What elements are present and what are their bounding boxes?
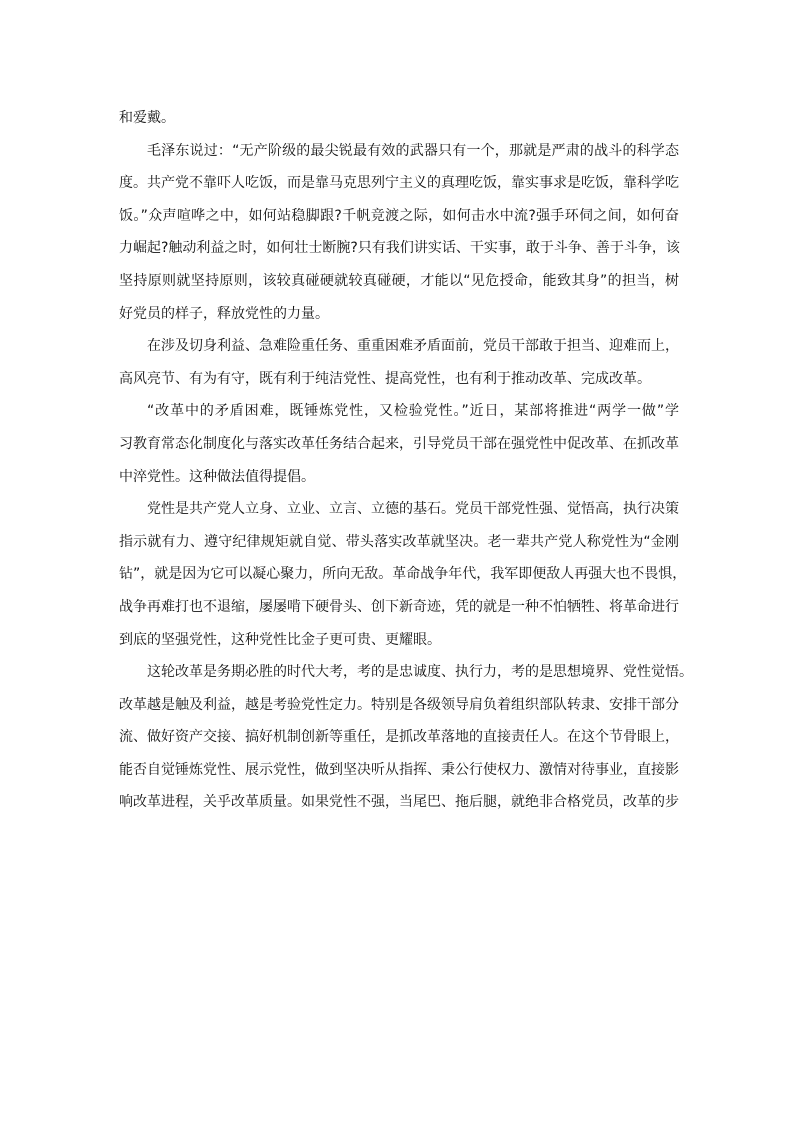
text-line: 习教育常态化制度化与落实改革任务结合起来，引导党员干部在强党性中促改革、在抓改革 <box>119 435 679 452</box>
text-line: 指示就有力、遵守纪律规矩就自觉、带头落实改革就坚决。老一辈共产党人称党性为“金刚 <box>119 533 679 550</box>
text-line: 好党员的样子，释放党性的力量。 <box>119 305 329 322</box>
text-line: 改革越是触及利益，越是考验党性定力。特别是各级领导肩负着组织部队转隶、安排干部分 <box>119 696 679 713</box>
text-line: 饭。”众声喧哗之中，如何站稳脚跟?千帆竞渡之际，如何击水中流?强手环伺之间，如何奋 <box>119 207 679 224</box>
text-line: 战争再难打也不退缩，屡屡啃下硬骨头、创下新奇迹，凭的就是一种不怕牺牲、将革命进行 <box>119 598 679 615</box>
text-line: 坚持原则就坚持原则，该较真碰硬就较真碰硬，才能以“见危授命，能致其身”的担当，树 <box>119 272 679 289</box>
text-line: 流、做好资产交接、搞好机制创新等重任，是抓改革落地的直接责任人。在这个节骨眼上， <box>119 729 679 746</box>
text-line: 毛泽东说过：“无产阶级的最尖锐最有效的武器只有一个，那就是严肃的战斗的科学态 <box>147 142 679 159</box>
text-line: 中淬党性。这种做法值得提倡。 <box>119 468 315 485</box>
document-body <box>119 102 693 819</box>
text-line: 党性是共产党人立身、立业、立言、立德的基石。党员干部党性强、觉悟高，执行决策 <box>147 501 679 518</box>
text-line: 到底的坚强党性，这种党性比金子更可贵、更耀眼。 <box>119 631 441 648</box>
text-line: 和爱戴。 <box>119 110 175 126</box>
text-line: 度。共产党不靠吓人吃饭，而是靠马克思列宁主义的真理吃饭，靠实事求是吃饭，靠科学吃 <box>119 175 679 192</box>
text-line: “改革中的矛盾困难，既锤炼党性，又检验党性。”近日，某部将推进“两学一做”学 <box>147 403 679 420</box>
text-line: 钻”，就是因为它可以凝心聚力，所向无敌。革命战争年代，我军即便敌人再强大也不畏惧， <box>119 566 687 583</box>
text-line: 响改革进程，关乎改革质量。如果党性不强，当尾巴、拖后腿，就绝非合格党员，改革的步 <box>119 794 679 811</box>
text-line: 高风亮节、有为有守，既有利于纯洁党性、提高党性，也有利于推动改革、完成改革。 <box>119 370 651 387</box>
text-line: 力崛起?触动利益之时，如何壮士断腕?只有我们讲实话、干实事，敢于斗争、善于斗争，该 <box>119 240 680 257</box>
text-line: 能否自觉锤炼党性、展示党性，做到坚决听从指挥、秉公行使权力、激情对待事业，直接影 <box>119 761 679 778</box>
text-line: 这轮改革是务期必胜的时代大考，考的是忠诚度、执行力，考的是思想境界、党性觉悟。 <box>147 664 693 681</box>
text-line: 在涉及切身利益、急难险重任务、重重困难矛盾面前，党员干部敢于担当、迎难而上， <box>147 338 679 355</box>
